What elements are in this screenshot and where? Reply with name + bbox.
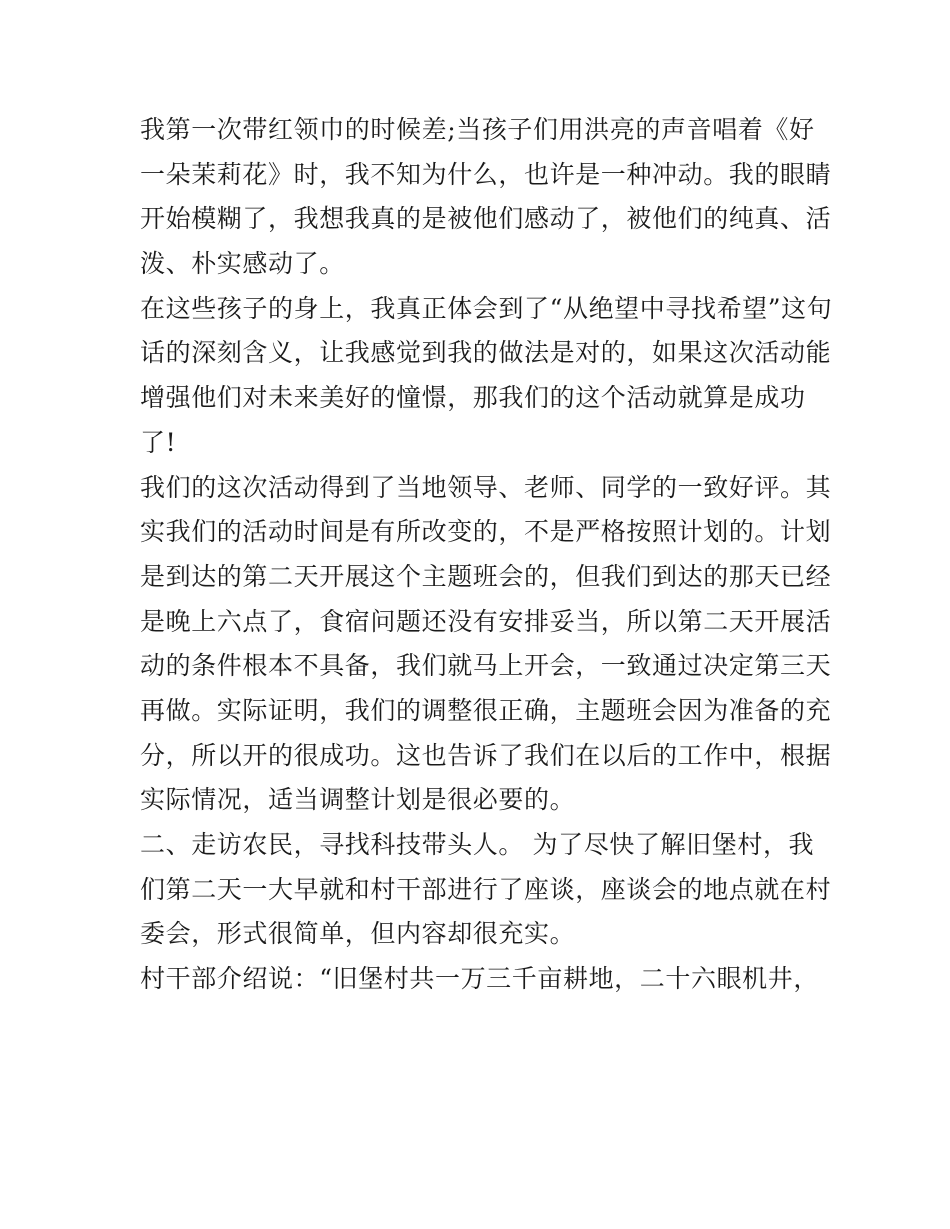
- text-line: 一朵茉莉花》时，我不知为什么，也许是一种冲动。我的眼睛: [140, 159, 832, 189]
- document-body: [140, 108, 833, 1002]
- text-line: 是晚上六点了，食宿问题还没有安排妥当，所以第二天开展活: [140, 606, 832, 636]
- text-line: 动的条件根本不具备，我们就马上开会，一致通过决定第三天: [140, 651, 832, 681]
- text-line: 在这些孩子的身上，我真正体会到了“从绝望中寻找希望”这句: [140, 293, 833, 323]
- text-line: 是到达的第二天开展这个主题班会的，但我们到达的那天已经: [140, 561, 832, 591]
- text-line: 实我们的活动时间是有所改变的，不是严格按照计划的。计划: [140, 517, 832, 547]
- text-line: 实际情况，适当调整计划是很必要的。: [140, 785, 576, 815]
- text-line: 泼、朴实感动了。: [140, 249, 345, 279]
- text-line: 分，所以开的很成功。这也告诉了我们在以后的工作中，根据: [140, 740, 832, 770]
- text-line: 增强他们对未来美好的憧憬，那我们的这个活动就算是成功: [140, 383, 806, 413]
- text-line: 了!: [140, 427, 177, 457]
- text-line: 村干部介绍说：“旧堡村共一万三千亩耕地，二十六眼机井，: [140, 964, 819, 994]
- text-line: 话的深刻含义，让我感觉到我的做法是对的，如果这次活动能: [140, 338, 832, 368]
- text-line: 我们的这次活动得到了当地领导、老师、同学的一致好评。其: [140, 472, 832, 502]
- text-line: 委会，形式很简单，但内容却很充实。: [140, 919, 576, 949]
- text-line: 再做。实际证明，我们的调整很正确，主题班会因为准备的充: [140, 695, 832, 725]
- text-line: 我第一次带红领巾的时候差;当孩子们用洪亮的声音唱着《好: [140, 115, 815, 144]
- text-line: 们第二天一大早就和村干部进行了座谈，座谈会的地点就在村: [140, 874, 832, 904]
- text-line: 开始模糊了，我想我真的是被他们感动了，被他们的纯真、活: [140, 204, 832, 234]
- text-line: 二、走访农民，寻找科技带头人。 为了尽快了解旧堡村，我: [140, 830, 815, 859]
